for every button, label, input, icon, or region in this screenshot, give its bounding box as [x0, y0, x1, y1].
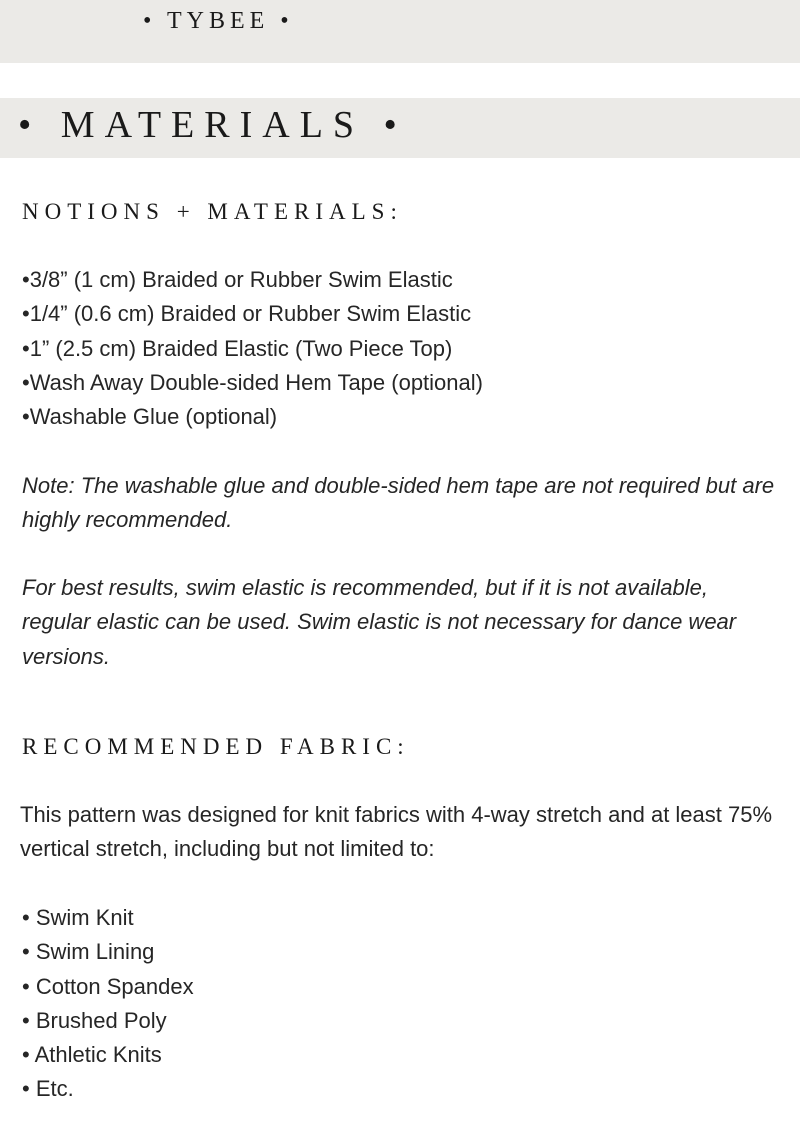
list-item: •Wash Away Double-sided Hem Tape (optional)	[22, 369, 483, 395]
list-item: • Etc.	[22, 1076, 74, 1102]
brand-title: • TYBEE •	[143, 8, 294, 34]
list-item: • Brushed Poly	[22, 1007, 167, 1033]
note-glue-tape: Note: The washable glue and double-sided hem tape are not required but are highly recommended.	[22, 473, 775, 533]
list-item: • Swim Knit	[22, 905, 134, 930]
list-item: • Swim Lining	[22, 939, 155, 965]
list-item: •1/4” (0.6 cm) Braided or Rubber Swim Elastic	[22, 301, 472, 327]
list-item: •Washable Glue (optional)	[22, 404, 278, 430]
notions-heading: NOTIONS + MATERIALS:	[22, 199, 403, 224]
section-title: • MATERIALS •	[18, 104, 407, 146]
notions-list	[22, 263, 483, 434]
list-item: • Athletic Knits	[22, 1042, 162, 1068]
fabric-list	[22, 901, 194, 1107]
fabric-heading: RECOMMENDED FABRIC:	[22, 734, 410, 759]
header-band	[0, 0, 800, 63]
list-item: •3/8” (1 cm) Braided or Rubber Swim Elastic	[22, 267, 453, 292]
list-item: • Cotton Spandex	[22, 973, 194, 999]
fabric-intro: This pattern was designed for knit fabrics with 4-way stretch and at least 75% vertical stretch, including but not limited to:	[20, 802, 773, 862]
list-item: •1” (2.5 cm) Braided Elastic (Two Piece Top)	[22, 335, 453, 361]
note-swim-elastic: For best results, swim elastic is recommended, but if it is not available, regular elastic can be used. Swim elastic is not necessary for dance wear versions.	[22, 575, 737, 669]
